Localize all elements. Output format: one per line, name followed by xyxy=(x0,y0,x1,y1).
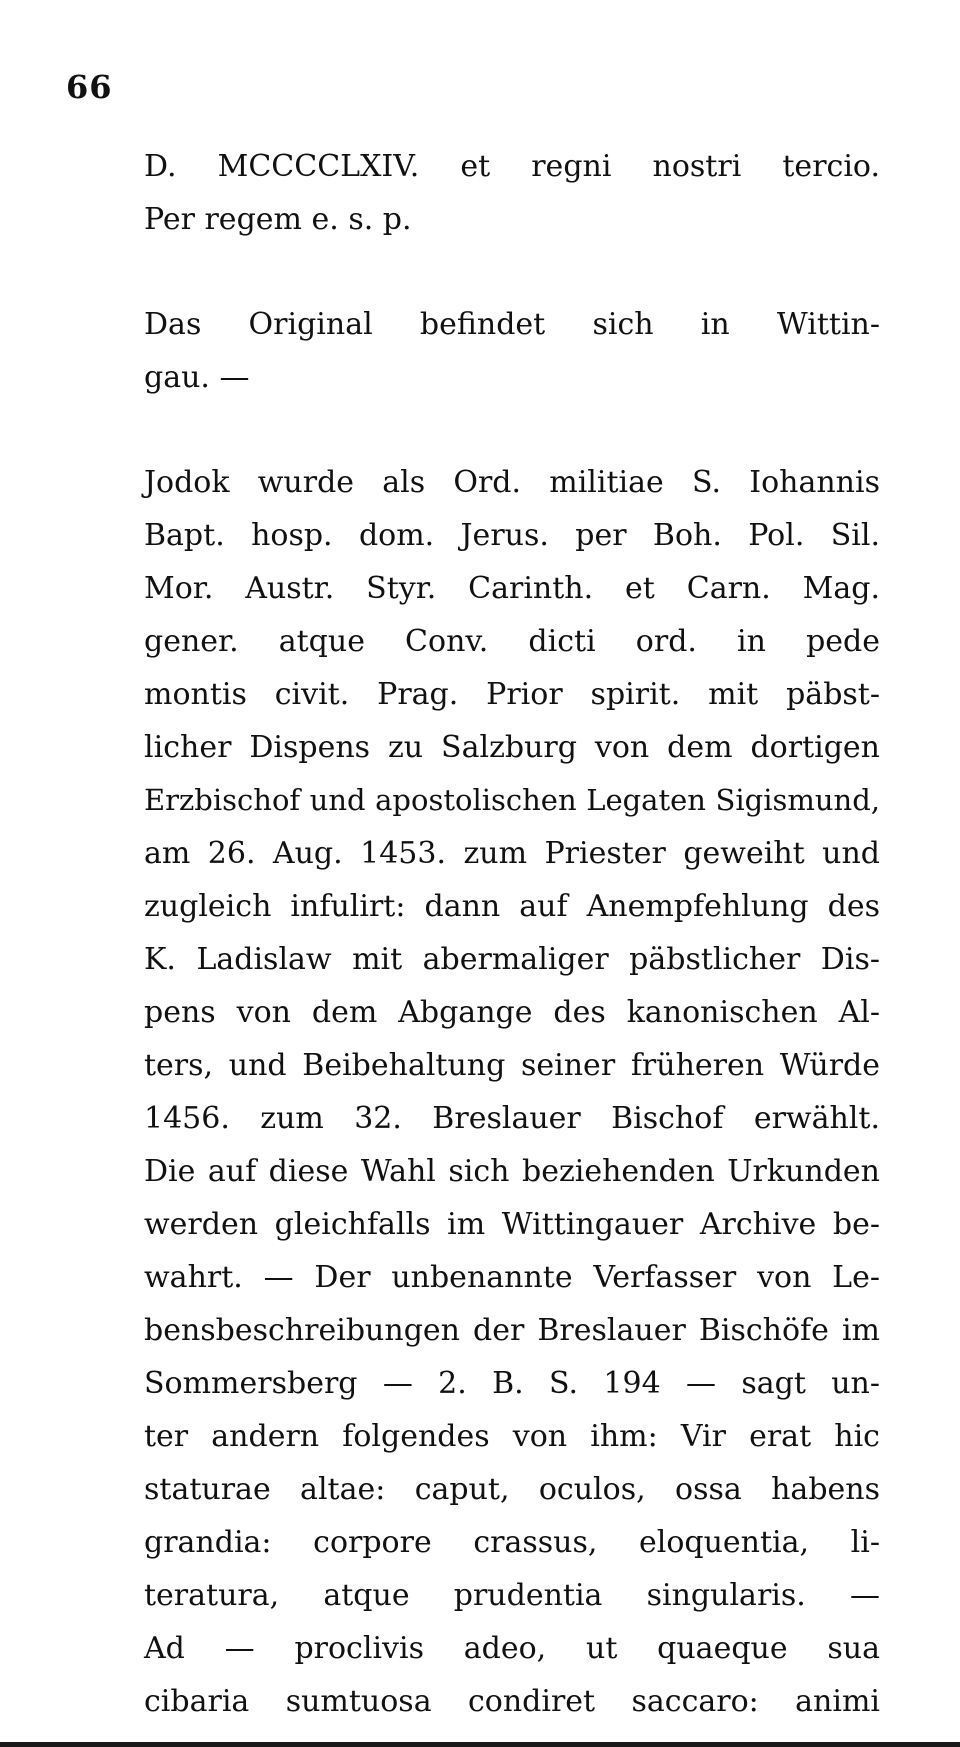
page-number: 66 xyxy=(66,68,113,106)
page-text xyxy=(144,140,880,1728)
text-line: ter andern folgendes von ihm: Vir erat hic xyxy=(144,1419,880,1454)
text-line: Sommersberg — 2. B. S. 194 — sagt un- xyxy=(144,1366,880,1401)
text-line: grandia: corpore crassus, eloquentia, li- xyxy=(144,1525,880,1560)
text-line: gau. — xyxy=(144,360,250,395)
text-line: am 26. Aug. 1453. zum Priester geweiht und xyxy=(144,836,880,871)
text-line: ters, und Beibehaltung seiner früheren Würde xyxy=(144,1048,880,1083)
text-line: teratura, atque prudentia singularis. — xyxy=(144,1578,880,1613)
text-line: wahrt. — Der unbenannte Verfasser von Le- xyxy=(144,1260,880,1295)
text-line: Mor. Austr. Styr. Carinth. et Carn. Mag. xyxy=(144,571,880,606)
text-line: werden gleichfalls im Wittingauer Archive be- xyxy=(144,1207,880,1242)
text-line: bensbeschreibungen der Breslauer Bischöfe im xyxy=(144,1313,880,1348)
text-line: Erzbischof und apostolischen Legaten Sigismund, xyxy=(144,783,880,817)
text-line: Ad — proclivis adeo, ut quaeque sua xyxy=(144,1631,880,1666)
text-line: Per regem e. s. p. xyxy=(144,202,412,237)
text-line: 1456. zum 32. Breslauer Bischof erwählt. xyxy=(144,1101,880,1136)
text-line: D. MCCCCLXIV. et regni nostri tercio. xyxy=(144,149,880,184)
text-line: Bapt. hosp. dom. Jerus. per Boh. Pol. Sil. xyxy=(144,518,880,553)
text-line: gener. atque Conv. dicti ord. in pede xyxy=(144,624,880,659)
text-line: staturae altae: caput, oculos, ossa habens xyxy=(144,1472,880,1507)
text-line: Jodok wurde als Ord. militiae S. Iohannis xyxy=(144,465,880,500)
text-line: licher Dispens zu Salzburg von dem dortigen xyxy=(144,730,880,765)
text-line: pens von dem Abgange des kanonischen Al- xyxy=(144,995,880,1030)
text-line: cibaria sumtuosa condiret saccaro: animi xyxy=(144,1684,880,1719)
text-line: Das Original befindet sich in Wittin- xyxy=(144,307,880,342)
text-line: K. Ladislaw mit abermaliger päbstlicher Dis- xyxy=(144,942,880,977)
text-line: montis civit. Prag. Prior spirit. mit päbst- xyxy=(144,677,880,712)
bottom-edge-rule xyxy=(0,1742,960,1747)
text-line: zugleich infulirt: dann auf Anempfehlung des xyxy=(144,889,880,924)
text-line: Die auf diese Wahl sich beziehenden Urkunden xyxy=(144,1154,880,1189)
